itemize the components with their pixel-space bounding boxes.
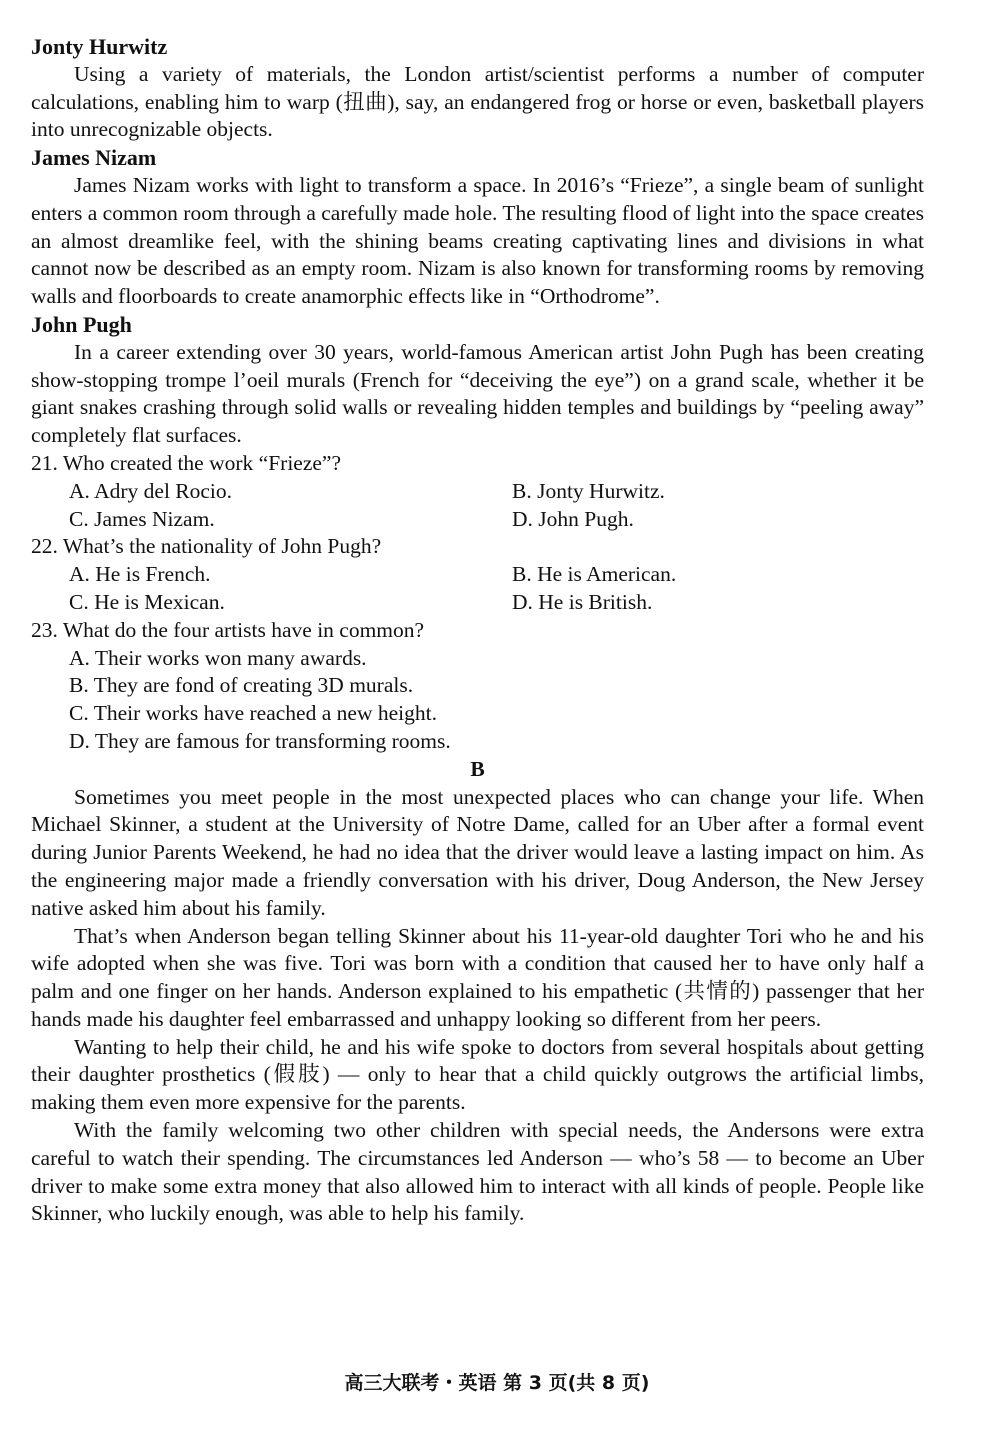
question-stem: 23. What do the four artists have in common? — [31, 617, 425, 642]
article-heading: Jonty Hurwitz — [31, 34, 168, 59]
passage-paragraph: Sometimes you meet people in the most unexpected places who can change your life. When Michael Skinner, a student at the University of Notre Dame, called for an Uber after a formal event during Junior Parents Weekend, he had no idea that the driver would leave a lasting impact on him. As the engineering major made a friendly conversation with his driver, Doug Anderson, the New Jersey native asked him about his family. — [31, 784, 924, 920]
question-options — [31, 478, 924, 534]
option-b: B. Jonty Hurwitz. — [512, 478, 665, 503]
section-b-label: B — [470, 756, 485, 781]
page-footer: 高三大联考・英语 第 3 页(共 8 页) — [344, 1372, 650, 1394]
question-21 — [31, 450, 924, 533]
question-stem: 22. What’s the nationality of John Pugh? — [31, 534, 382, 559]
article-text: James Nizam works with light to transform a space. In 2016’s “Frieze”, a single beam of sunlight enters a common room through a carefully made hole. The resulting flood of light into the space creates an almost dreamlike feel, with the shining beams creating captivating lines and divisions in what cannot now be described as an empty room. Nizam is also known for transforming rooms by removing walls and floorboards to create anamorphic effects like in “Orthodrome”. — [31, 172, 924, 309]
question-23 — [31, 617, 924, 756]
passage-paragraph: With the family welcoming two other children with special needs, the Andersons were extra careful to watch their spending. The circumstances led Anderson — who’s 58 — to become an Uber driver to make some extra money that also allowed him to interact with all kinds of people. People like Skinner, who luckily enough, was able to help his family. — [31, 1118, 924, 1226]
question-options — [31, 561, 924, 617]
article-jonty-hurwitz — [31, 33, 924, 144]
article-text: In a career extending over 30 years, world-famous American artist John Pugh has been creating show-stopping trompe l’oeil murals (French for “deceiving the eye”) on a grand scale, whether it be giant snakes crashing through solid walls or revealing hidden temples and buildings by “peeling away” completely flat surfaces. — [31, 339, 924, 448]
option-a: A. Adry del Rocio. — [69, 478, 233, 503]
question-22 — [31, 533, 924, 616]
option-d: D. John Pugh. — [512, 506, 634, 531]
option-c: C. He is Mexican. — [69, 589, 225, 614]
passage-paragraph: Wanting to help their child, he and his wife spoke to doctors from several hospitals about getting their daughter prosthetics (假肢) — only to hear that a child quickly outgrows the artificial limbs, making them even more expensive for the parents. — [31, 1034, 924, 1115]
option-a: A. He is French. — [69, 562, 211, 587]
option-c: C. Their works have reached a new height. — [69, 701, 437, 726]
option-d: D. He is British. — [512, 589, 653, 614]
question-stem: 21. Who created the work “Frieze”? — [31, 450, 342, 475]
option-a: A. Their works won many awards. — [69, 645, 367, 670]
option-c: C. James Nizam. — [69, 506, 215, 531]
option-b: B. He is American. — [512, 562, 677, 587]
passage-paragraph: That’s when Anderson began telling Skinner about his 11-year-old daughter Tori who he and his wife adopted when she was five. Tori was born with a condition that caused her to have only half a palm and one finger on her hands. Anderson explained to his empathetic (共情的) passenger that her hands made his daughter feel embarrassed and unhappy looking so different from her peers. — [31, 923, 924, 1031]
article-james-nizam — [31, 144, 924, 311]
section-b-passage — [31, 784, 924, 1229]
article-heading: John Pugh — [31, 311, 132, 337]
option-b: B. They are fond of creating 3D murals. — [69, 673, 414, 698]
option-d: D. They are famous for transforming rooms. — [69, 728, 451, 753]
article-john-pugh — [31, 311, 924, 450]
article-heading: James Nizam — [31, 145, 157, 171]
article-text: Using a variety of materials, the London artist/scientist performs a number of computer calculations, enabling him to warp (扭曲), say, an endangered frog or horse or even, basketball players into unrecognizable objects. — [31, 61, 924, 142]
page-content — [31, 33, 924, 1228]
